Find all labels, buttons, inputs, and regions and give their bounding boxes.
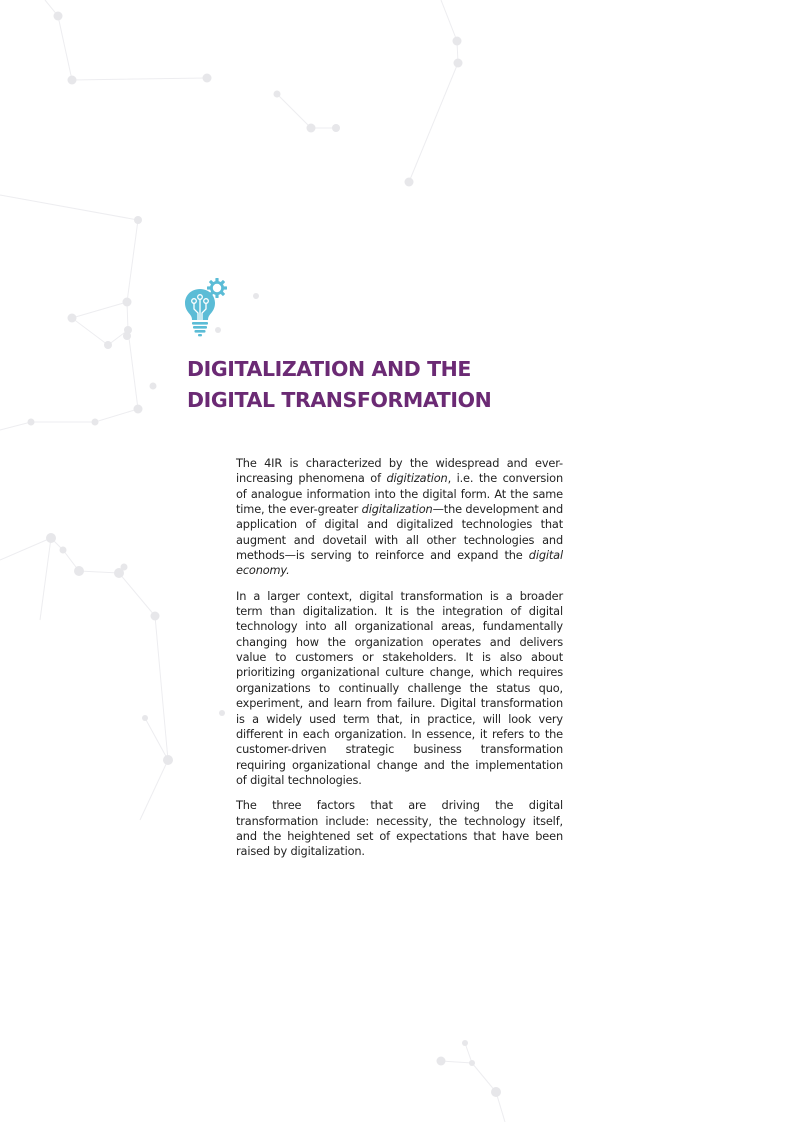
term-digitalization: digitalization [361, 502, 433, 517]
paragraph-1-text-a: The 4IR is characterized by the widespread and ever-increasing phenomena of [236, 456, 563, 486]
page-title-line-2: DIGITAL TRANSFORMATION [187, 388, 492, 412]
paragraph-driving-factors: The three factors that are driving the digital transformation include: necessity, the technology itself, and the heightened set of expectations that have been raised by digitalization. [236, 798, 563, 859]
term-digital-economy: digital economy. [236, 548, 563, 578]
lightbulb-gear-icon [183, 276, 233, 338]
paragraph-digitization [236, 456, 563, 579]
term-digitization: digitization [386, 471, 448, 486]
paragraph-1-text-b: , i.e. the conversion of analogue information into the digital form. At the same time, the ever-greater [236, 471, 563, 517]
page-title-line-1: DIGITALIZATION AND THE [187, 357, 472, 381]
body-text [236, 456, 563, 870]
page-title [187, 354, 547, 416]
paragraph-digital-transformation: In a larger context, digital transformation is a broader term than digitalization. It is the integration of digital technology into all organizational areas, fundamentally changing how the organization operates and delivers value to customers or stakeholders. It is also about prioritizing organizational culture change, which requires organizations to continually challenge the status quo, experiment, and learn from failure. Digital transformation is a widely used term that, in practice, will look very different in each organization. In essence, it refers to the customer-driven strategic business transformation requiring organizational change and the implementation of digital technologies. [236, 588, 563, 787]
paragraph-1-text-c: —the development and application of digital and digitalized technologies that augment and dovetail with all other technologies and methods—is serving to reinforce and expand the [236, 502, 563, 563]
